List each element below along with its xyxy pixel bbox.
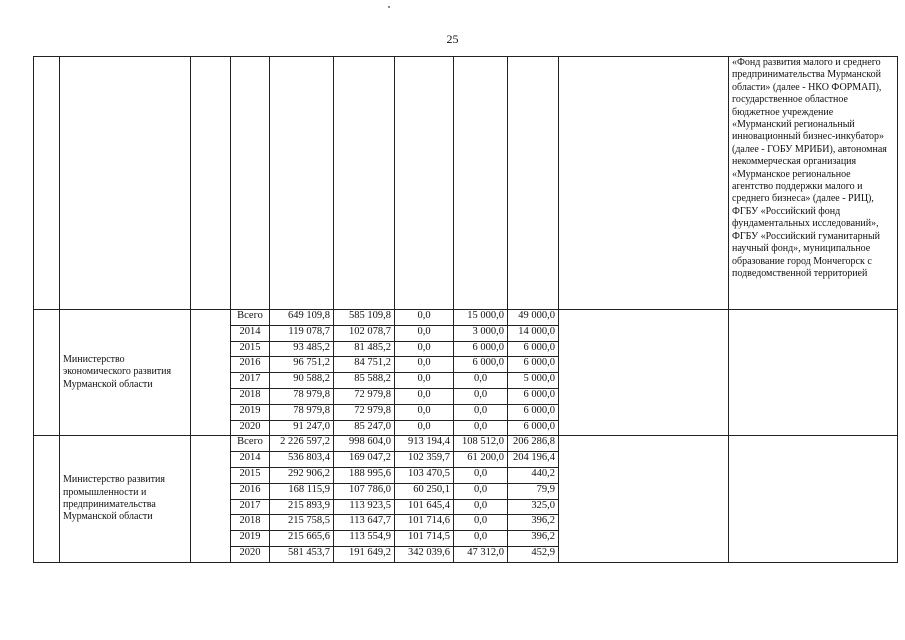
local-budget-cell: 0,0 (454, 499, 508, 515)
federal-budget-cell: 913 194,4 (395, 436, 454, 452)
local-budget-cell: 0,0 (454, 420, 508, 436)
regional-budget-cell: 107 786,0 (334, 483, 395, 499)
federal-budget-cell: 101 645,4 (395, 499, 454, 515)
year-cell: 2015 (231, 341, 270, 357)
local-budget-cell: 0,0 (454, 373, 508, 389)
cell-empty (270, 57, 334, 310)
cell-empty (334, 57, 395, 310)
total-cell: 90 588,2 (270, 373, 334, 389)
total-cell: 91 247,0 (270, 420, 334, 436)
organization-name: Министерство экономического развития Мурманской области (60, 310, 191, 436)
local-budget-cell: 0,0 (454, 404, 508, 420)
federal-budget-cell: 0,0 (395, 388, 454, 404)
cell-empty (191, 310, 231, 436)
cell-empty (191, 436, 231, 562)
local-budget-cell: 0,0 (454, 483, 508, 499)
total-cell: 215 893,9 (270, 499, 334, 515)
total-cell: 292 906,2 (270, 467, 334, 483)
total-cell: 215 758,5 (270, 515, 334, 531)
other-sources-cell: 6 000,0 (508, 388, 559, 404)
regional-budget-cell: 84 751,2 (334, 357, 395, 373)
total-cell: 215 665,6 (270, 531, 334, 547)
other-sources-cell: 440,2 (508, 467, 559, 483)
regional-budget-cell: 585 109,8 (334, 310, 395, 326)
regional-budget-cell: 113 647,7 (334, 515, 395, 531)
local-budget-cell: 6 000,0 (454, 357, 508, 373)
federal-budget-cell: 0,0 (395, 325, 454, 341)
year-cell: 2017 (231, 373, 270, 389)
cell-empty (34, 57, 60, 310)
year-cell: 2016 (231, 357, 270, 373)
federal-budget-cell: 102 359,7 (395, 452, 454, 468)
other-sources-cell: 325,0 (508, 499, 559, 515)
table-body (34, 57, 898, 563)
federal-budget-cell: 0,0 (395, 404, 454, 420)
total-cell: 581 453,7 (270, 546, 334, 562)
regional-budget-cell: 188 995,6 (334, 467, 395, 483)
regional-budget-cell: 113 923,5 (334, 499, 395, 515)
executor-note: «Фонд развития малого и среднего предпринимательства Мурманской области» (далее - НКО ФОРМАП), государственное областное бюджетное учреждение «Мурманский региональный инновационный бизнес-инкубатор» (далее - ГОБУ МРИБИ), автономная некоммерческая организация «Мурманское региональное агентство поддержки малого и среднего бизнеса» (далее - РИЦ), ФГБУ «Российский фонд фундаментальных исследований», ФГБУ «Российский гуманитарный научный фонд», муниципальное образование город Мончегорск с подведомственной территорией (729, 57, 898, 310)
local-budget-cell: 0,0 (454, 515, 508, 531)
total-cell: 2 226 597,2 (270, 436, 334, 452)
year-cell: 2018 (231, 515, 270, 531)
year-cell: 2020 (231, 420, 270, 436)
regional-budget-cell: 113 554,9 (334, 531, 395, 547)
cell-empty (191, 57, 231, 310)
federal-budget-cell: 103 470,5 (395, 467, 454, 483)
local-budget-cell: 0,0 (454, 388, 508, 404)
cell-empty (395, 57, 454, 310)
cell-empty (508, 57, 559, 310)
local-budget-cell: 15 000,0 (454, 310, 508, 326)
cell-empty (60, 57, 191, 310)
total-cell: 93 485,2 (270, 341, 334, 357)
other-sources-cell: 204 196,4 (508, 452, 559, 468)
regional-budget-cell: 85 247,0 (334, 420, 395, 436)
other-sources-cell: 6 000,0 (508, 404, 559, 420)
federal-budget-cell: 101 714,5 (395, 531, 454, 547)
regional-budget-cell: 998 604,0 (334, 436, 395, 452)
year-cell: 2019 (231, 404, 270, 420)
table-row (34, 436, 898, 452)
other-sources-cell: 6 000,0 (508, 420, 559, 436)
federal-budget-cell: 0,0 (395, 310, 454, 326)
local-budget-cell: 108 512,0 (454, 436, 508, 452)
regional-budget-cell: 191 649,2 (334, 546, 395, 562)
total-cell: 649 109,8 (270, 310, 334, 326)
other-sources-cell: 6 000,0 (508, 341, 559, 357)
other-sources-cell: 6 000,0 (508, 357, 559, 373)
local-budget-cell: 6 000,0 (454, 341, 508, 357)
organization-name: Министерство развития промышленности и предпринимательства Мурманской области (60, 436, 191, 562)
local-budget-cell: 0,0 (454, 531, 508, 547)
table-row (34, 310, 898, 326)
local-budget-cell: 61 200,0 (454, 452, 508, 468)
local-budget-cell: 0,0 (454, 467, 508, 483)
total-cell: 119 078,7 (270, 325, 334, 341)
other-sources-cell: 49 000,0 (508, 310, 559, 326)
budget-table (33, 56, 898, 563)
regional-budget-cell: 72 979,8 (334, 388, 395, 404)
cell-empty (729, 310, 898, 436)
other-sources-cell: 452,9 (508, 546, 559, 562)
federal-budget-cell: 0,0 (395, 420, 454, 436)
federal-budget-cell: 0,0 (395, 373, 454, 389)
total-cell: 168 115,9 (270, 483, 334, 499)
cell-empty (454, 57, 508, 310)
total-cell: 78 979,8 (270, 404, 334, 420)
year-cell: 2018 (231, 388, 270, 404)
year-cell: 2016 (231, 483, 270, 499)
other-sources-cell: 14 000,0 (508, 325, 559, 341)
cell-empty (729, 436, 898, 562)
total-cell: 536 803,4 (270, 452, 334, 468)
total-cell: 78 979,8 (270, 388, 334, 404)
year-cell: 2015 (231, 467, 270, 483)
federal-budget-cell: 0,0 (395, 357, 454, 373)
other-sources-cell: 396,2 (508, 515, 559, 531)
federal-budget-cell: 60 250,1 (395, 483, 454, 499)
regional-budget-cell: 102 078,7 (334, 325, 395, 341)
cell-empty (559, 57, 729, 310)
cell-empty (34, 436, 60, 562)
year-cell: 2020 (231, 546, 270, 562)
cell-empty (559, 436, 729, 562)
total-cell: 96 751,2 (270, 357, 334, 373)
other-sources-cell: 396,2 (508, 531, 559, 547)
scan-speck (388, 6, 390, 8)
year-cell: 2014 (231, 325, 270, 341)
other-sources-cell: 206 286,8 (508, 436, 559, 452)
year-cell: 2017 (231, 499, 270, 515)
regional-budget-cell: 72 979,8 (334, 404, 395, 420)
regional-budget-cell: 81 485,2 (334, 341, 395, 357)
other-sources-cell: 5 000,0 (508, 373, 559, 389)
page-number: 25 (446, 32, 459, 46)
local-budget-cell: 47 312,0 (454, 546, 508, 562)
regional-budget-cell: 85 588,2 (334, 373, 395, 389)
year-cell: Всего (231, 436, 270, 452)
continuation-row (34, 57, 898, 310)
cell-empty (559, 310, 729, 436)
cell-empty (34, 310, 60, 436)
other-sources-cell: 79,9 (508, 483, 559, 499)
year-cell: 2014 (231, 452, 270, 468)
cell-empty (231, 57, 270, 310)
federal-budget-cell: 0,0 (395, 341, 454, 357)
regional-budget-cell: 169 047,2 (334, 452, 395, 468)
federal-budget-cell: 342 039,6 (395, 546, 454, 562)
local-budget-cell: 3 000,0 (454, 325, 508, 341)
federal-budget-cell: 101 714,6 (395, 515, 454, 531)
year-cell: 2019 (231, 531, 270, 547)
year-cell: Всего (231, 310, 270, 326)
